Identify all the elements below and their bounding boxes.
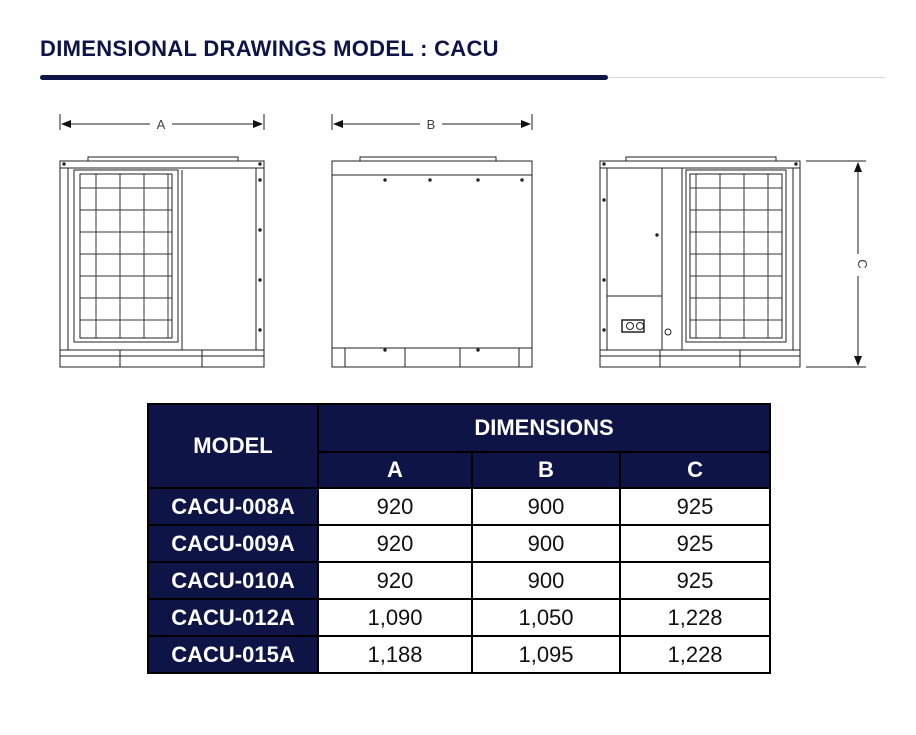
dimension-label-c: C — [855, 259, 870, 269]
cell-a: 1,188 — [318, 636, 472, 673]
model-cell: CACU-015A — [148, 636, 318, 673]
model-cell: CACU-010A — [148, 562, 318, 599]
dimensions-group-header: DIMENSIONS — [318, 404, 770, 452]
table-row — [148, 562, 770, 599]
cell-c: 925 — [620, 562, 770, 599]
model-column-header: MODEL — [148, 404, 318, 488]
cell-a: 1,090 — [318, 599, 472, 636]
column-header-b: B — [472, 452, 620, 488]
table-row — [148, 525, 770, 562]
cell-c: 925 — [620, 488, 770, 525]
cell-a: 920 — [318, 562, 472, 599]
table-row — [148, 488, 770, 525]
side-view-drawing — [332, 114, 532, 367]
cell-c: 925 — [620, 525, 770, 562]
cell-a: 920 — [318, 525, 472, 562]
cell-a: 920 — [318, 488, 472, 525]
drawings-svg — [0, 100, 916, 380]
dimension-label-b: B — [426, 117, 436, 132]
model-cell: CACU-012A — [148, 599, 318, 636]
dimension-label-a: A — [156, 117, 166, 132]
cell-b: 900 — [472, 525, 620, 562]
title-underline — [40, 75, 608, 80]
cell-b: 900 — [472, 562, 620, 599]
cell-b: 1,050 — [472, 599, 620, 636]
column-header-c: C — [620, 452, 770, 488]
dimensional-drawings — [0, 100, 916, 380]
cell-b: 900 — [472, 488, 620, 525]
rear-view-drawing — [600, 157, 870, 367]
cell-c: 1,228 — [620, 599, 770, 636]
front-view-drawing — [60, 114, 264, 367]
table-header-row — [148, 404, 770, 452]
dimensions-table — [147, 403, 771, 674]
page-title: DIMENSIONAL DRAWINGS MODEL : CACU — [40, 36, 499, 61]
table-row — [148, 599, 770, 636]
column-header-a: A — [318, 452, 472, 488]
model-cell: CACU-008A — [148, 488, 318, 525]
table-row — [148, 636, 770, 673]
model-cell: CACU-009A — [148, 525, 318, 562]
cell-c: 1,228 — [620, 636, 770, 673]
cell-b: 1,095 — [472, 636, 620, 673]
